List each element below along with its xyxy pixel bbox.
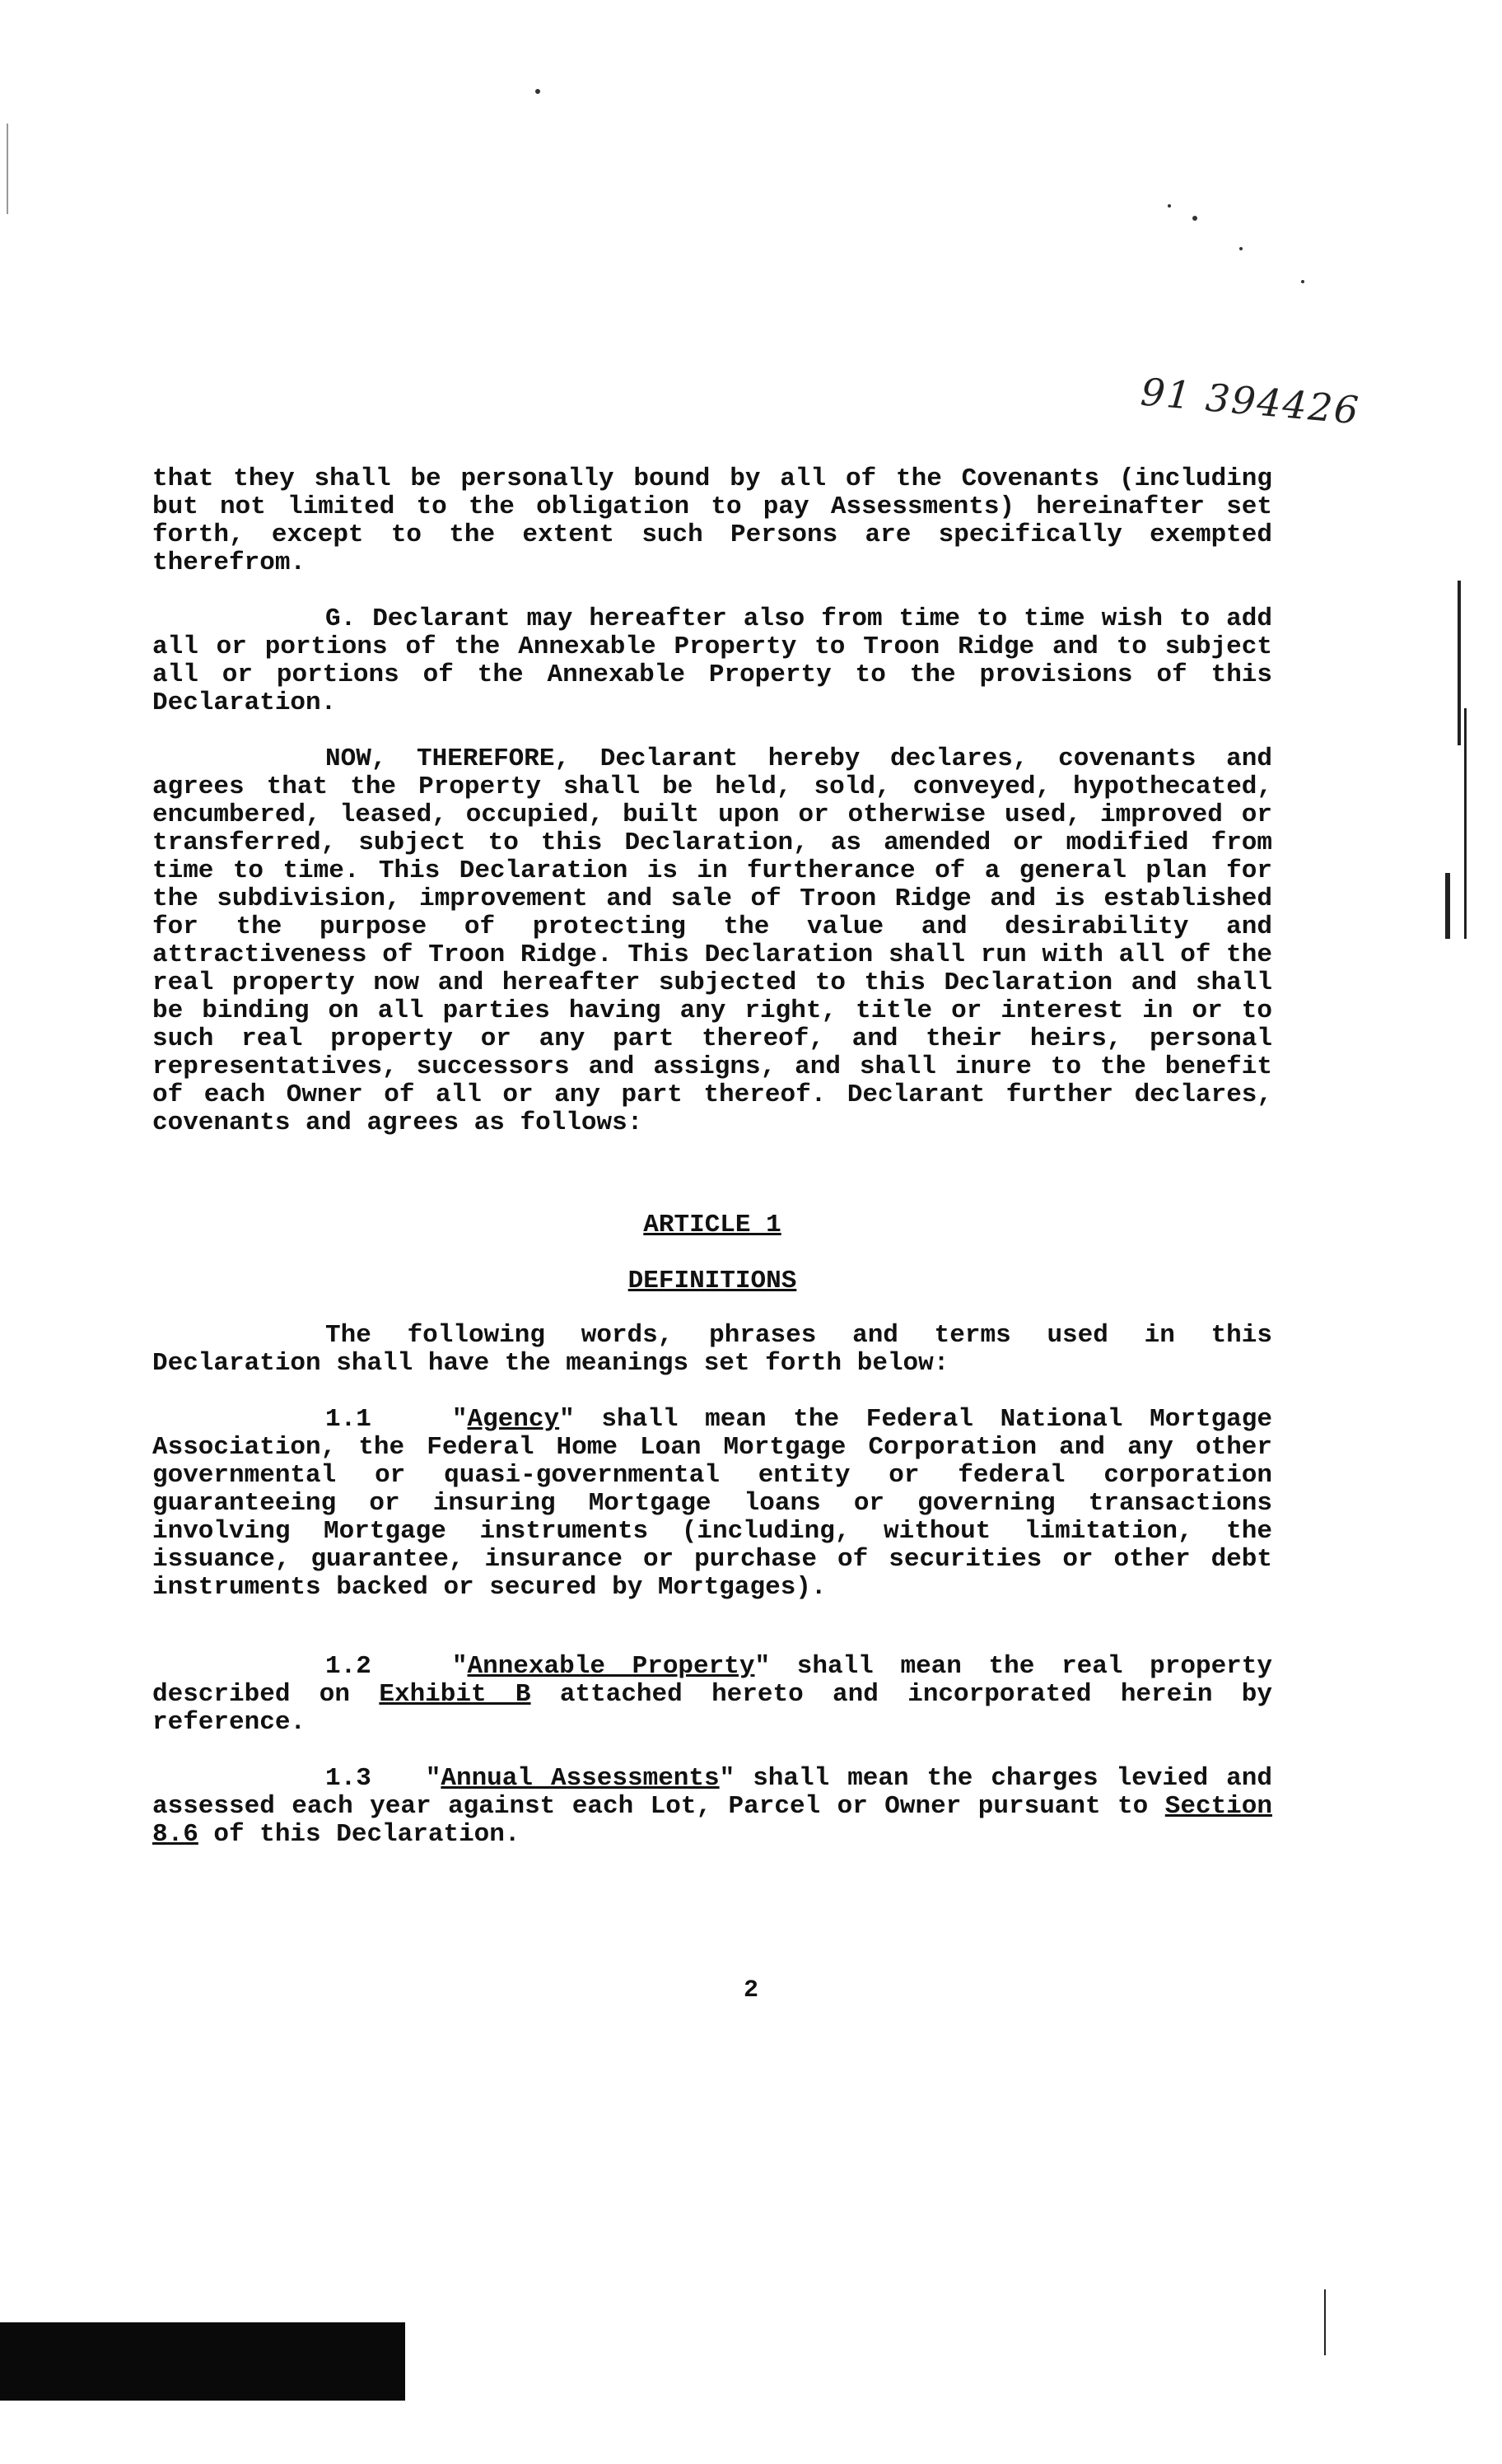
definition-text: shall mean the Federal National Mortgage Association, the Federal Home Loan Mortgage Corporation and any other governmental or quasi-governmental entity or federal corporation guaranteeing or insuring Mortgage loans or governing transactions involving Mortgage instruments (including, without limitation, the issuance, guarantee, insurance or purchase of securities or other debt instruments backed or secured by Mortgages).: [152, 1405, 1272, 1602]
paragraph-g: [152, 605, 1272, 717]
scan-speck: [1168, 204, 1171, 208]
close-quote: ": [719, 1764, 735, 1793]
paragraph-continuation: [152, 465, 1272, 577]
definition-annexable-property: [152, 1653, 1272, 1737]
exhibit-reference: Exhibit B: [379, 1680, 531, 1709]
recording-number: 91 394426: [1139, 369, 1362, 433]
section-reference: Section 8.6: [152, 1792, 1272, 1849]
definition-annual-assessments: [152, 1765, 1272, 1849]
article-heading: ARTICLE 1: [643, 1211, 781, 1239]
definition-text: of this Declaration.: [198, 1820, 520, 1849]
section-number: 1.3: [325, 1764, 371, 1793]
scan-speck: [1192, 216, 1197, 221]
scan-margin-line: [1458, 581, 1461, 745]
paragraph-now-therefore: [152, 745, 1272, 1137]
scan-black-bar: [0, 2322, 405, 2401]
section-number: 1.1: [325, 1405, 371, 1434]
scan-margin-line: [7, 124, 8, 214]
definitions-heading: DEFINITIONS: [627, 1267, 797, 1295]
paragraph-text: G. Declarant may hereafter also from time to time wish to add all or portions of the Annexable Property to Troon Ridge and to subject all or portions of the Annexable Property to the provisions of this Declaration.: [152, 604, 1272, 717]
open-quote: ": [425, 1764, 441, 1793]
paragraph-text: NOW, THEREFORE, Declarant hereby declares, covenants and agrees that the Property shall be held, sold, conveyed, hypothecated, encumbered, leased, occupied, built upon or otherwise used, improved or transferred, subject to this Declaration, as amended or modified from time to time. This Declaration is in furtherance of a general plan for the subdivision, improvement and sale of Troon Ridge and is established for the purpose of protecting the value and desirability and attractiveness of Troon Ridge. This Declaration shall run with all of the real property now and hereafter subjected to this Declaration and shall be binding on all parties having any right, title or interest in or to such real property or any part thereof, and their heirs, personal representatives, successors and assigns, and shall inure to the benefit of each Owner of all or any part thereof. Declarant further declares, covenants and agrees as follows:: [152, 744, 1272, 1137]
definition-text: shall mean the charges levied and assessed each year against each Lot, Parcel or Owner pursuant to: [152, 1764, 1272, 1821]
definition-text: attached hereto and incorporated herein by reference.: [152, 1680, 1272, 1737]
close-quote: ": [754, 1652, 771, 1681]
open-quote: ": [451, 1652, 468, 1681]
scan-margin-line: [1464, 708, 1467, 939]
defined-term: Annual Assessments: [441, 1764, 720, 1793]
defined-term: Annexable Property: [467, 1652, 755, 1681]
scan-margin-line: [1324, 2289, 1326, 2355]
definition-agency: [152, 1406, 1272, 1602]
definitions-intro: [152, 1322, 1272, 1378]
paragraph-text: that they shall be personally bound by all of the Covenants (including but not limited to the obligation to pay Assessments) hereinafter set forth, except to the extent such Persons are specifically exempted therefrom.: [152, 464, 1272, 577]
defined-term: Agency: [467, 1405, 560, 1434]
scan-speck: [535, 89, 540, 94]
open-quote: ": [451, 1405, 468, 1434]
section-number: 1.2: [325, 1652, 371, 1681]
scan-speck: [1301, 280, 1304, 283]
scan-speck: [1239, 247, 1243, 250]
page-number: 2: [743, 1976, 758, 2004]
definition-text: shall mean the real property described on: [152, 1652, 1272, 1709]
close-quote: ": [559, 1405, 575, 1434]
paragraph-text: The following words, phrases and terms used in this Declaration shall have the meanings set forth below:: [152, 1321, 1272, 1378]
scan-margin-line: [1445, 873, 1450, 939]
